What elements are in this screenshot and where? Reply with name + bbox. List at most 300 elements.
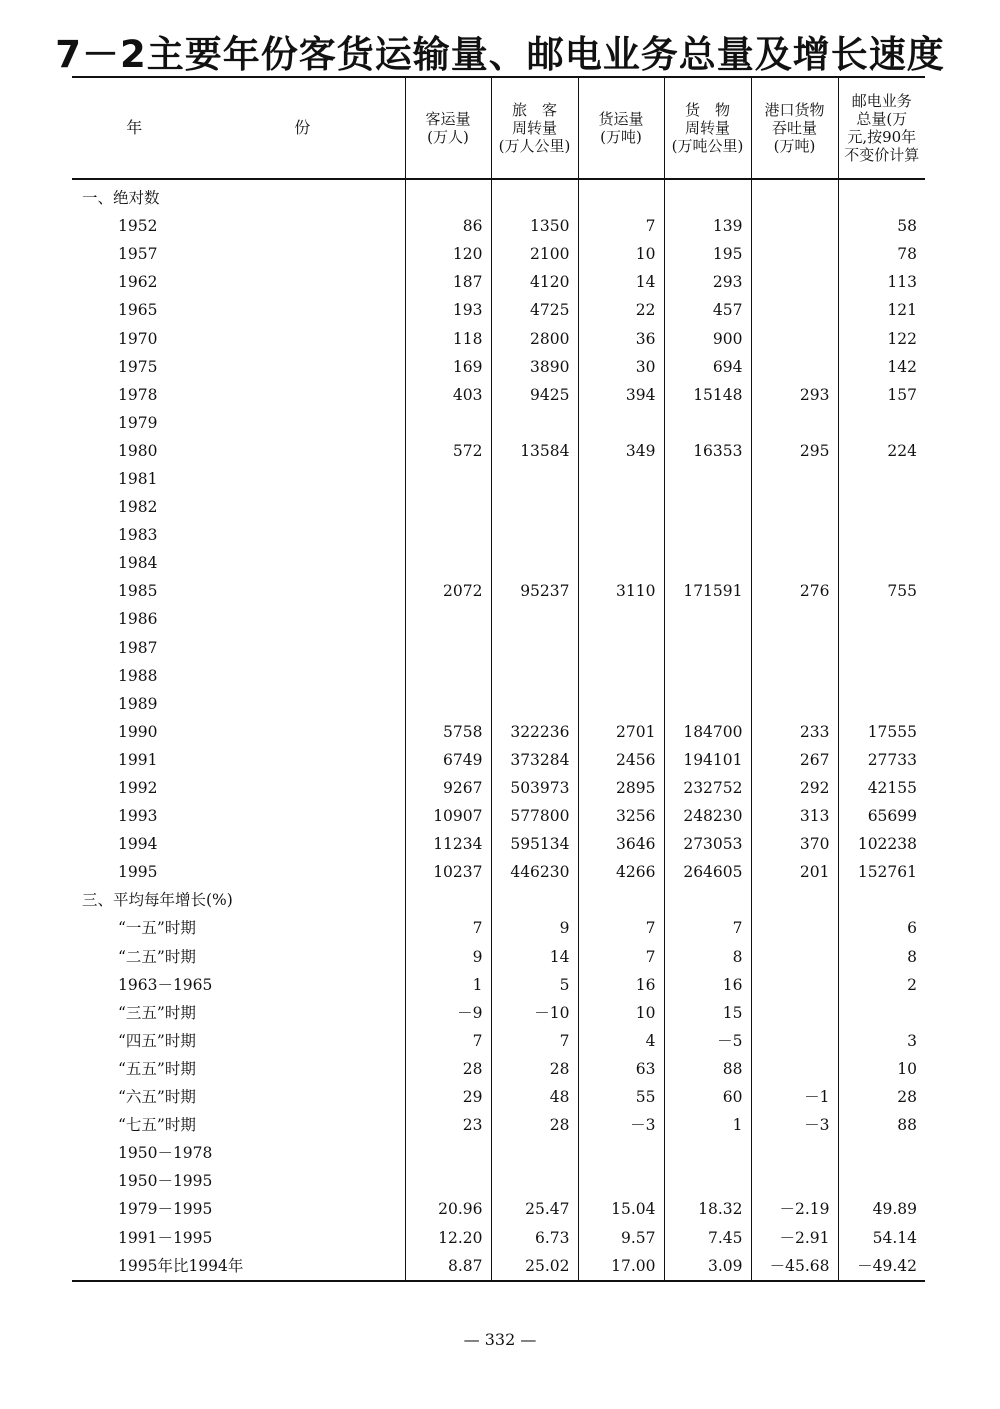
table-cell: 3.09 [664,1252,751,1281]
row-label: 1952 [118,217,158,236]
table-cell [838,1139,925,1167]
row-label: 1983 [118,526,158,545]
statistics-table-container [72,76,925,1282]
table-cell [751,324,838,352]
table-row [72,774,925,802]
table-cell: 187 [405,268,491,296]
table-cell: 6749 [405,746,491,774]
table-cell: 152761 [838,858,925,886]
table-cell [751,662,838,690]
table-cell: 18.32 [664,1195,751,1223]
row-label: “六五”时期 [118,1088,196,1107]
table-cell [405,886,491,914]
table-cell [578,605,664,633]
table-row [72,268,925,296]
table-row [72,1223,925,1251]
table-cell: 224 [838,437,925,465]
table-cell: 2800 [491,324,578,352]
table-row [72,1083,925,1111]
table-cell: 28 [491,1111,578,1139]
table-cell: 9 [491,914,578,942]
table-cell: 7 [578,914,664,942]
row-label: “二五”时期 [118,947,196,966]
table-cell: 142 [838,353,925,381]
table-cell: 457 [664,296,751,324]
row-label: 1950－1978 [118,1144,213,1163]
table-cell: 42155 [838,774,925,802]
table-cell [838,179,925,212]
table-cell: 7 [405,1027,491,1055]
table-cell [491,662,578,690]
row-label: 1981 [118,469,158,488]
table-cell: 120 [405,240,491,268]
row-label: 1985 [118,582,158,601]
table-cell: 6.73 [491,1223,578,1251]
table-cell: －10 [491,999,578,1027]
table-cell [751,493,838,521]
table-cell: 16 [578,971,664,999]
table-cell: 25.47 [491,1195,578,1223]
table-cell [838,1167,925,1195]
table-cell: 193 [405,296,491,324]
table-row [72,521,925,549]
table-cell [838,886,925,914]
table-cell: 14 [491,943,578,971]
table-cell: 7 [491,1027,578,1055]
row-label: 1989 [118,694,158,713]
table-cell [838,493,925,521]
table-cell [491,179,578,212]
table-row [72,353,925,381]
table-row [72,296,925,324]
table-cell: －5 [664,1027,751,1055]
table-row [72,549,925,577]
table-cell [664,493,751,521]
table-cell: 28 [491,1055,578,1083]
table-cell: 2456 [578,746,664,774]
table-row [72,1027,925,1055]
table-cell: 293 [664,268,751,296]
table-cell: 10 [838,1055,925,1083]
table-cell [578,662,664,690]
table-cell: 5758 [405,718,491,746]
table-cell: 6 [838,914,925,942]
table-cell [578,409,664,437]
table-cell: 3646 [578,830,664,858]
table-cell [751,1139,838,1167]
page-title: 7－2主要年份客货运输量、邮电业务总量及增长速度 [55,33,945,76]
column-header: 邮电业务 总量(万 元,按90年 不变价计算 [838,77,925,179]
table-cell: 3110 [578,577,664,605]
table-cell: 63 [578,1055,664,1083]
table-cell: 264605 [664,858,751,886]
table-cell [491,521,578,549]
row-label: 1984 [118,554,158,573]
table-cell: 295 [751,437,838,465]
table-cell: 2 [838,971,925,999]
table-cell: 16353 [664,437,751,465]
table-row [72,971,925,999]
table-cell: 171591 [664,577,751,605]
table-cell [751,943,838,971]
column-header: 港口货物 吞吐量 (万吨) [751,77,838,179]
row-label: 1982 [118,498,158,517]
table-cell: 7 [405,914,491,942]
table-cell [405,634,491,662]
table-cell [838,999,925,1027]
table-cell: －1 [751,1083,838,1111]
table-cell [578,493,664,521]
table-cell: 5 [491,971,578,999]
column-header: 货 物 周转量 (万吨公里) [664,77,751,179]
table-cell [664,465,751,493]
section-row [72,179,925,212]
section-label: 三、平均每年增长(%) [82,891,233,910]
table-cell: 15148 [664,381,751,409]
table-cell: 86 [405,212,491,240]
row-label: 1986 [118,610,158,629]
table-cell: 4266 [578,858,664,886]
table-body [72,179,925,1281]
table-cell [751,1167,838,1195]
table-cell: 3256 [578,802,664,830]
table-cell [751,268,838,296]
table-cell [664,1139,751,1167]
table-cell [578,549,664,577]
table-cell: 48 [491,1083,578,1111]
table-cell: 88 [838,1111,925,1139]
table-cell: 201 [751,858,838,886]
table-row [72,690,925,718]
row-label: 1995年比1994年 [72,1252,405,1281]
table-row [72,465,925,493]
table-cell [491,1167,578,1195]
table-cell: 9425 [491,381,578,409]
table-row [72,746,925,774]
table-cell: 118 [405,324,491,352]
table-cell: 15.04 [578,1195,664,1223]
table-cell: 7.45 [664,1223,751,1251]
table-row [72,802,925,830]
table-cell [578,1139,664,1167]
table-cell: 78 [838,240,925,268]
table-cell: 184700 [664,718,751,746]
table-cell [491,886,578,914]
table-cell [838,521,925,549]
table-cell: 394 [578,381,664,409]
table-cell: 20.96 [405,1195,491,1223]
row-label: 1988 [118,666,158,685]
table-cell: 7 [578,212,664,240]
table-cell [491,690,578,718]
table-cell: 755 [838,577,925,605]
statistics-table [72,76,925,1282]
table-cell [405,1167,491,1195]
table-cell [751,1055,838,1083]
row-label: “七五”时期 [118,1116,196,1135]
table-cell: 16 [664,971,751,999]
column-header: 货运量 (万吨) [578,77,664,179]
table-cell [491,465,578,493]
table-cell [751,465,838,493]
table-cell: 595134 [491,830,578,858]
table-cell: 4 [578,1027,664,1055]
table-cell: 7 [664,914,751,942]
table-cell [491,549,578,577]
table-cell [751,1027,838,1055]
table-cell: 60 [664,1083,751,1111]
table-cell: 370 [751,830,838,858]
table-cell [578,690,664,718]
row-label: 1994 [118,835,158,854]
row-label: 1980 [118,441,158,460]
table-cell: 10237 [405,858,491,886]
table-cell: 25.02 [491,1252,578,1281]
table-cell: 27733 [838,746,925,774]
table-cell: 273053 [664,830,751,858]
row-label: 1975 [118,357,158,376]
table-cell: 1350 [491,212,578,240]
table-cell: 694 [664,353,751,381]
row-label: “一五”时期 [118,919,196,938]
table-cell [664,409,751,437]
table-cell [405,521,491,549]
table-cell: 13584 [491,437,578,465]
table-cell: 322236 [491,718,578,746]
table-row [72,1139,925,1167]
row-label: 1995 [118,863,158,882]
table-cell [664,549,751,577]
table-cell: 22 [578,296,664,324]
row-label: 1992 [118,779,158,798]
table-cell: 2072 [405,577,491,605]
table-cell: 28 [838,1083,925,1111]
row-label: “四五”时期 [118,1031,196,1050]
table-cell: 577800 [491,802,578,830]
table-cell [578,886,664,914]
table-cell [405,465,491,493]
table-cell [751,179,838,212]
table-cell: 4120 [491,268,578,296]
table-cell: 95237 [491,577,578,605]
table-cell: 9 [405,943,491,971]
table-cell [751,521,838,549]
table-cell: 17.00 [578,1252,664,1281]
table-cell [491,1139,578,1167]
table-cell [751,971,838,999]
table-row [72,858,925,886]
table-row [72,1252,925,1281]
table-cell [838,465,925,493]
header-row [72,77,925,179]
row-label: 1991 [118,750,158,769]
table-cell: 276 [751,577,838,605]
table-cell [751,353,838,381]
table-cell [751,690,838,718]
table-cell [751,212,838,240]
table-cell: 11234 [405,830,491,858]
table-row [72,914,925,942]
table-cell: 503973 [491,774,578,802]
table-cell: 1 [405,971,491,999]
table-cell [838,662,925,690]
table-row [72,634,925,662]
table-cell: 121 [838,296,925,324]
table-row [72,662,925,690]
table-row [72,240,925,268]
table-cell: 267 [751,746,838,774]
table-cell: 900 [664,324,751,352]
row-label: 1979－1995 [118,1200,213,1219]
table-cell: 292 [751,774,838,802]
table-cell: 54.14 [838,1223,925,1251]
table-cell: 373284 [491,746,578,774]
table-row [72,409,925,437]
table-cell: 49.89 [838,1195,925,1223]
table-cell: 102238 [838,830,925,858]
table-row [72,1111,925,1139]
table-cell: 10 [578,240,664,268]
table-cell: 2895 [578,774,664,802]
table-cell: 233 [751,718,838,746]
row-label: 1965 [118,301,158,320]
table-cell [838,549,925,577]
table-cell: 446230 [491,858,578,886]
table-cell: 313 [751,802,838,830]
row-label: 1987 [118,638,158,657]
table-cell [578,634,664,662]
row-label: “三五”时期 [118,1003,196,1022]
section-label: 一、绝对数 [82,189,160,208]
table-cell: 4725 [491,296,578,324]
table-cell [578,465,664,493]
table-cell: 157 [838,381,925,409]
table-cell: 15 [664,999,751,1027]
table-cell: 349 [578,437,664,465]
table-row [72,212,925,240]
table-cell [405,605,491,633]
table-cell: －3 [751,1111,838,1139]
table-cell [405,493,491,521]
table-cell: 10907 [405,802,491,830]
table-cell: 403 [405,381,491,409]
table-cell [491,605,578,633]
table-cell [751,549,838,577]
row-label: 1957 [118,245,158,264]
table-cell [405,690,491,718]
table-cell: 55 [578,1083,664,1111]
table-row [72,493,925,521]
table-row [72,605,925,633]
table-cell: 7 [578,943,664,971]
table-row [72,830,925,858]
table-cell [664,634,751,662]
table-cell [751,886,838,914]
table-cell: －3 [578,1111,664,1139]
table-cell [838,634,925,662]
table-cell: －2.19 [751,1195,838,1223]
table-cell [838,690,925,718]
table-cell: 169 [405,353,491,381]
row-label: 1979 [118,413,158,432]
table-cell: 8 [664,943,751,971]
table-row [72,999,925,1027]
table-cell: 29 [405,1083,491,1111]
column-header: 旅 客 周转量 (万人公里) [491,77,578,179]
table-cell [751,914,838,942]
table-cell [751,605,838,633]
table-cell [405,549,491,577]
table-cell [664,605,751,633]
table-row [72,1195,925,1223]
table-row [72,437,925,465]
table-cell: 2701 [578,718,664,746]
table-cell [751,409,838,437]
table-row [72,1167,925,1195]
table-cell: 232752 [664,774,751,802]
table-cell: 194101 [664,746,751,774]
table-cell [751,240,838,268]
table-cell [578,521,664,549]
table-cell: 139 [664,212,751,240]
table-cell: 58 [838,212,925,240]
table-row [72,324,925,352]
table-cell: 10 [578,999,664,1027]
table-cell [491,409,578,437]
table-cell [664,1167,751,1195]
table-cell: 195 [664,240,751,268]
table-cell [751,634,838,662]
table-cell: 9267 [405,774,491,802]
table-cell: 8 [838,943,925,971]
row-label: 1962 [118,273,158,292]
row-label: 1978 [118,385,158,404]
row-label: 1970 [118,329,158,348]
table-cell: 36 [578,324,664,352]
table-row [72,943,925,971]
table-cell: －49.42 [838,1252,925,1281]
table-cell: 248230 [664,802,751,830]
table-cell [838,605,925,633]
table-cell [578,1167,664,1195]
table-cell [751,999,838,1027]
table-cell [491,493,578,521]
table-row [72,381,925,409]
row-label: “五五”时期 [118,1059,196,1078]
table-cell: 14 [578,268,664,296]
column-header: 客运量 (万人) [405,77,491,179]
table-cell: 12.20 [405,1223,491,1251]
table-cell: 3 [838,1027,925,1055]
table-cell: 3890 [491,353,578,381]
table-cell [405,179,491,212]
table-header [72,77,925,179]
table-cell: 28 [405,1055,491,1083]
table-cell [664,886,751,914]
table-cell: 30 [578,353,664,381]
table-row [72,577,925,605]
table-cell: 8.87 [405,1252,491,1281]
table-row [72,718,925,746]
table-cell: 65699 [838,802,925,830]
column-header-year: 年 份 [72,77,405,179]
table-cell: －9 [405,999,491,1027]
section-row [72,886,925,914]
table-cell [405,662,491,690]
table-cell: 572 [405,437,491,465]
table-cell: 122 [838,324,925,352]
table-cell: 9.57 [578,1223,664,1251]
